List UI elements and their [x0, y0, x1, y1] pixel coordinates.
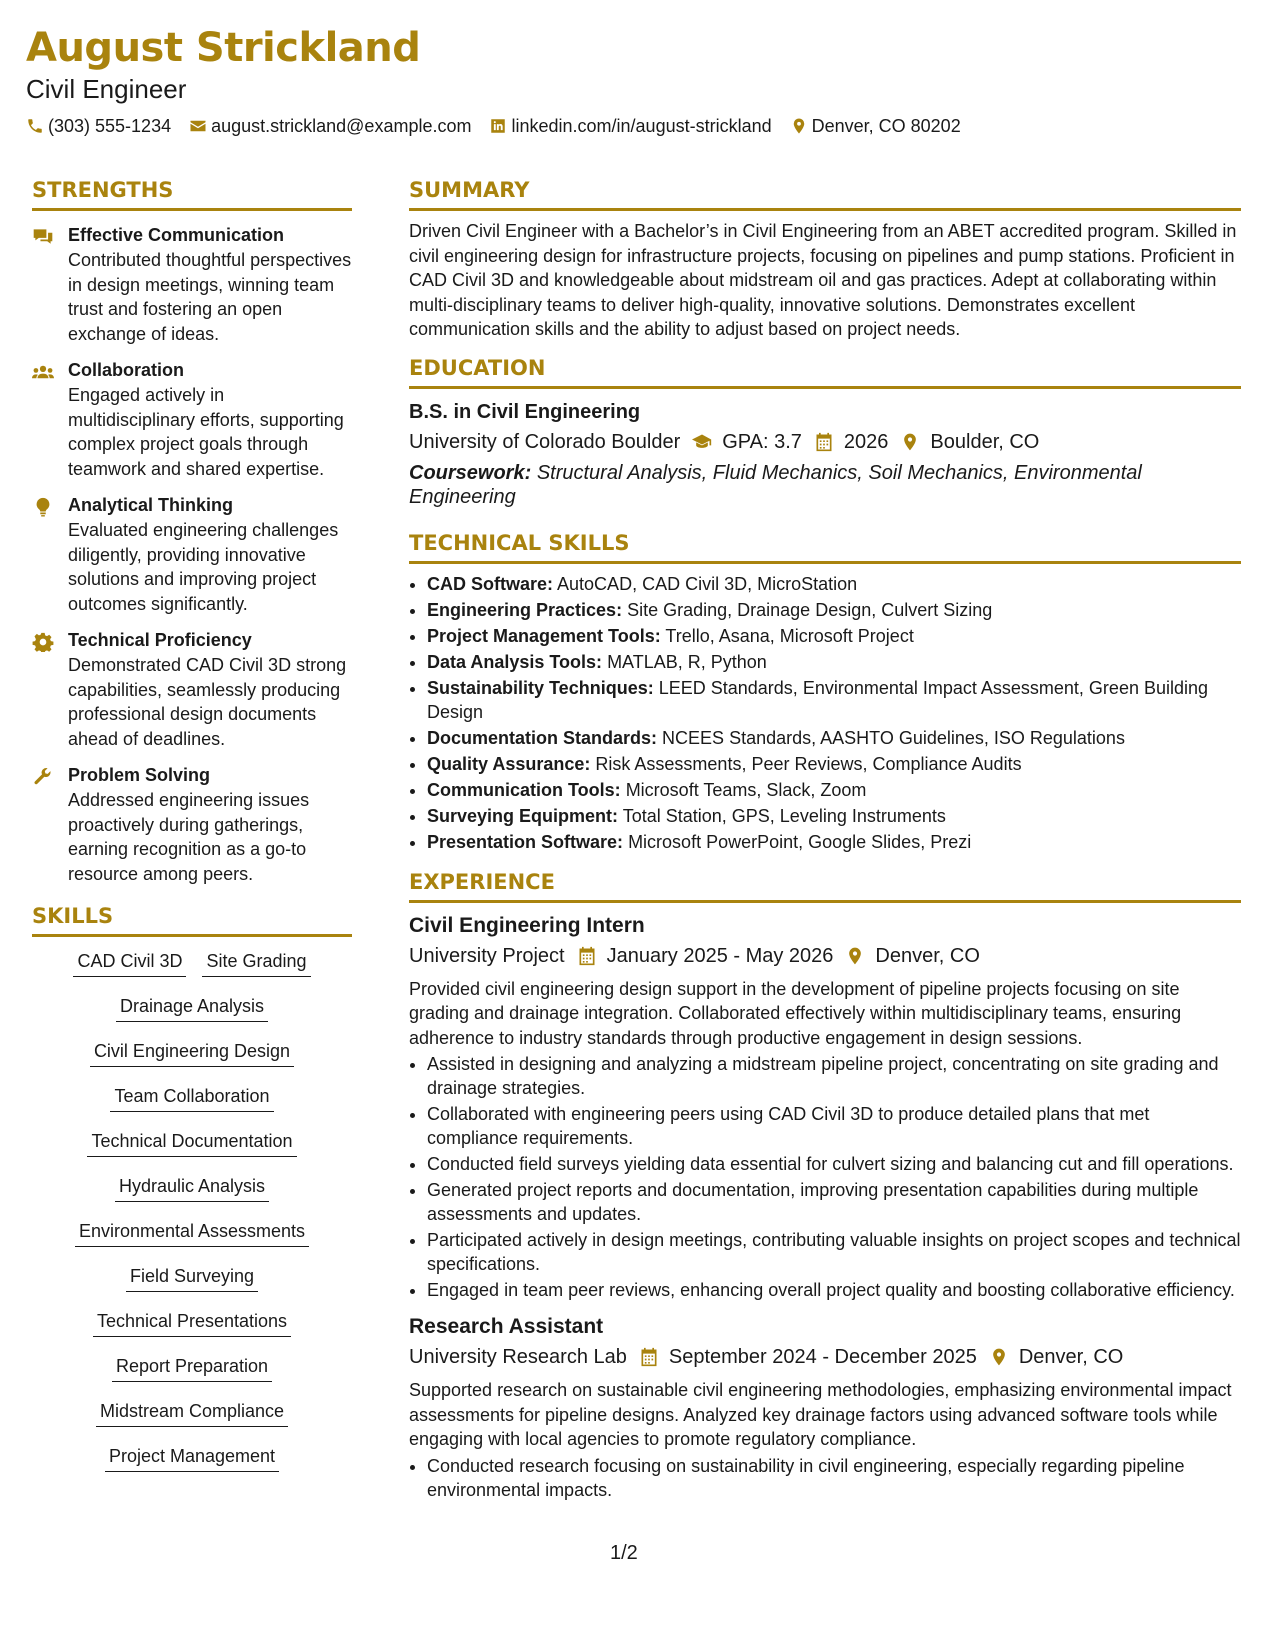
- job-summary: Provided civil engineering design support in the development of pipeline projects focusing on site grading and drainage integration. Collaborated effectively within multidisciplinary teams, ensuring adherence to industry standards through productive engagement in design sessions.: [409, 978, 1182, 1048]
- phone-text: (303) 555-1234: [48, 116, 172, 136]
- tech-skill-label: Project Management Tools:: [427, 625, 661, 646]
- skill-tag: Civil Engineering Design: [90, 1039, 294, 1067]
- tech-skill-value: NCEES Standards, AASHTO Guidelines, ISO Regulations: [662, 727, 1125, 748]
- job-dates: [577, 941, 834, 971]
- strength-desc: Evaluated engineering challenges diligently, providing innovative solutions and improving project outcomes significantly.: [68, 520, 339, 614]
- job-bullet: • Participated actively in design meetings, contributing valuable insights on project scopes and technical specifications.: [427, 1228, 1241, 1276]
- gpa-text: GPA: 3.7: [722, 430, 802, 453]
- strength-item: [32, 763, 352, 886]
- strength-title: Collaboration: [68, 360, 184, 380]
- strengths-heading: STRENGTHS: [32, 172, 352, 211]
- linkedin-icon: [489, 117, 507, 135]
- strength-item: [32, 493, 352, 616]
- strength-desc: Demonstrated CAD Civil 3D strong capabilities, seamlessly producing professional design documents ahead of deadlines.: [68, 655, 347, 749]
- tech-skill-label: Engineering Practices:: [427, 599, 623, 620]
- job-bullet: • Generated project reports and documentation, improving presentation capabilities during multiple assessments and updates.: [427, 1178, 1241, 1226]
- strength-title: Problem Solving: [68, 765, 211, 785]
- right-column: [409, 172, 1241, 1512]
- job-summary: Supported research on sustainable civil engineering methodologies, emphasizing environmental impact assessments for pipeline designs. Analyzed key drainage factors using advanced software tools while engaging with local agencies to promote regulatory compliance.: [409, 1380, 1232, 1449]
- gpa: [692, 427, 802, 457]
- tech-skill-item: [427, 676, 1241, 724]
- candidate-title: Civil Engineer: [26, 74, 187, 104]
- job-bullet: • Engaged in team peer reviews, enhancing overall project quality and boosting collaborative efficiency.: [427, 1278, 1241, 1302]
- job-entry: [409, 1312, 1241, 1502]
- job-title: Civil Engineering Intern: [409, 913, 645, 937]
- contact-phone[interactable]: [26, 113, 171, 139]
- envelope-icon: [189, 117, 207, 135]
- job-location: [845, 941, 979, 971]
- phone-icon: [26, 117, 44, 135]
- grad-year: [814, 427, 889, 457]
- job-org-text: University Research Lab: [409, 1346, 627, 1368]
- users-icon: [32, 362, 54, 382]
- tech-skill-value: MATLAB, R, Python: [607, 651, 767, 672]
- resume-header: [26, 22, 1246, 139]
- location-text: Denver, CO 80202: [811, 116, 961, 136]
- skills-list: [32, 949, 352, 1489]
- tech-skill-value: LEED Standards, Environmental Impact Assessment, Green Building Design: [427, 677, 1209, 722]
- tech-skill-label: CAD Software:: [427, 573, 554, 594]
- skills-section: [32, 898, 352, 1489]
- tech-skill-label: Communication Tools:: [427, 779, 621, 800]
- skill-tag: Field Surveying: [126, 1264, 258, 1292]
- contact-email[interactable]: [189, 113, 471, 139]
- tech-skill-value: Trello, Asana, Microsoft Project: [665, 625, 914, 646]
- strengths-list: [32, 223, 352, 886]
- tech-skill-label: Sustainability Techniques:: [427, 677, 654, 698]
- calendar-icon: [814, 432, 834, 452]
- job-dates-text: January 2025 - May 2026: [606, 944, 834, 967]
- tech-skill-label: Presentation Software:: [427, 831, 624, 852]
- summary-text: Driven Civil Engineer with a Bachelor’s in Civil Engineering from an ABET accredited program. Skilled in civil engineering design for infrastructure projects, focusing on pipelines and pump stations. Proficient in CAD Civil 3D and knowledgeable about midstream oil and gas practices. Adept at collaborating within multi-disciplinary teams to deliver high-quality, innovative solutions. Demonstrates excellent communication skills and the ability to adjust based on project needs.: [409, 221, 1237, 339]
- tech-skill-item: [427, 598, 1241, 622]
- map-marker-icon: [900, 432, 920, 452]
- year-text: 2026: [843, 430, 889, 453]
- job-org-text: University Project: [409, 944, 565, 967]
- contact-location: [790, 113, 961, 139]
- contact-bar: [26, 113, 1246, 139]
- strength-desc: Addressed engineering issues proactively during gatherings, earning recognition as a go-to resource among peers.: [68, 790, 310, 884]
- strength-title: Analytical Thinking: [68, 495, 234, 515]
- tech-skill-item: [427, 624, 1241, 648]
- job-dates-text: September 2024 - December 2025: [668, 1346, 977, 1368]
- tech-skill-item: [427, 778, 1241, 802]
- skill-tag: Report Preparation: [112, 1354, 272, 1382]
- strength-item: [32, 223, 352, 346]
- skill-tag: Technical Documentation: [87, 1129, 296, 1157]
- map-marker-icon: [790, 117, 808, 135]
- skill-tag: Team Collaboration: [110, 1084, 273, 1112]
- school-location: [900, 427, 1039, 457]
- job-dates: [639, 1342, 977, 1372]
- tech-skill-value: Total Station, GPS, Leveling Instruments: [622, 805, 946, 826]
- strength-desc: Contributed thoughtful perspectives in design meetings, winning team trust and fostering an open exchange of ideas.: [68, 250, 352, 344]
- job-entry: [409, 911, 1241, 1303]
- tech-skill-item: [427, 650, 1241, 674]
- coursework-text: Structural Analysis, Fluid Mechanics, Soil Mechanics, Environmental Engineering: [409, 461, 1142, 508]
- skill-tag: Hydraulic Analysis: [115, 1174, 269, 1202]
- job-bullet: • Assisted in designing and analyzing a midstream pipeline project, concentrating on site grading and drainage strategies.: [427, 1052, 1241, 1100]
- tech-skill-value: Site Grading, Drainage Design, Culvert Sizing: [627, 599, 993, 620]
- education-heading: EDUCATION: [409, 350, 1241, 389]
- tech-skill-item: [427, 804, 1241, 828]
- job-location-text: Denver, CO: [1018, 1346, 1124, 1368]
- calendar-icon: [577, 946, 597, 966]
- skill-tag: Technical Presentations: [93, 1309, 291, 1337]
- experience-heading: EXPERIENCE: [409, 864, 1241, 903]
- job-org: [409, 941, 565, 971]
- tech-skill-label: Surveying Equipment:: [427, 805, 619, 826]
- left-column: [32, 172, 352, 1489]
- graduation-cap-icon: [692, 432, 712, 452]
- tech-skill-value: Microsoft Teams, Slack, Zoom: [625, 779, 867, 800]
- calendar-icon: [639, 1347, 659, 1367]
- school-location-text: Boulder, CO: [930, 430, 1040, 453]
- technical-skills-list: [409, 572, 1241, 854]
- page-number: 1/2: [610, 1542, 638, 1564]
- lightbulb-icon: [32, 497, 54, 517]
- tech-skill-item: [427, 752, 1241, 776]
- map-marker-icon: [989, 1347, 1009, 1367]
- skill-tag: Drainage Analysis: [116, 994, 268, 1022]
- strength-desc: Engaged actively in multidisciplinary efforts, supporting complex project goals through teamwork and shared expertise.: [68, 385, 344, 479]
- tech-skill-value: Risk Assessments, Peer Reviews, Compliance Audits: [595, 753, 1022, 774]
- tech-skill-item: [427, 572, 1241, 596]
- email-text: august.strickland@example.com: [211, 116, 472, 136]
- technical-skills-heading: TECHNICAL SKILLS: [409, 525, 1241, 564]
- job-title: Research Assistant: [409, 1315, 604, 1338]
- strength-item: [32, 358, 352, 481]
- coursework-label: Coursework:: [409, 461, 532, 484]
- contact-linkedin[interactable]: [489, 113, 771, 139]
- skill-tag: Project Management: [105, 1444, 279, 1472]
- skill-tag: Midstream Compliance: [96, 1399, 288, 1427]
- degree-title: B.S. in Civil Engineering: [409, 400, 641, 423]
- skills-heading: SKILLS: [32, 898, 352, 937]
- comments-icon: [32, 227, 54, 247]
- school-name: [409, 427, 680, 457]
- job-bullet: • Collaborated with engineering peers using CAD Civil 3D to produce detailed plans that met compliance requirements.: [427, 1102, 1241, 1150]
- job-meta: [409, 941, 1241, 971]
- job-bullets: [409, 1052, 1241, 1302]
- job-bullets: [409, 1454, 1241, 1502]
- skill-tag: Site Grading: [202, 949, 310, 977]
- summary-heading: SUMMARY: [409, 172, 1241, 211]
- tech-skill-item: [427, 830, 1241, 854]
- strength-item: [32, 628, 352, 751]
- job-bullet: • Conducted field surveys yielding data essential for culvert sizing and balancing cut and fill operations.: [427, 1152, 1241, 1176]
- school-text: University of Colorado Boulder: [409, 430, 681, 453]
- wrench-icon: [32, 767, 54, 787]
- job-location: [989, 1342, 1123, 1372]
- tech-skill-item: [427, 726, 1241, 750]
- education-meta: [409, 427, 1241, 457]
- job-location-text: Denver, CO: [875, 944, 980, 967]
- tech-skill-label: Quality Assurance:: [427, 753, 591, 774]
- tech-skill-value: AutoCAD, CAD Civil 3D, MicroStation: [557, 573, 858, 594]
- skill-tag: Environmental Assessments: [75, 1219, 309, 1247]
- strength-title: Technical Proficiency: [68, 630, 252, 650]
- job-org: [409, 1342, 627, 1372]
- skill-tag: CAD Civil 3D: [73, 949, 186, 977]
- job-bullet: • Conducted research focusing on sustainability in civil engineering, especially regarding pipeline environmental impacts.: [427, 1454, 1241, 1502]
- tech-skill-label: Documentation Standards:: [427, 727, 658, 748]
- job-meta: [409, 1342, 1241, 1372]
- coursework: [409, 461, 1241, 509]
- map-marker-icon: [845, 946, 865, 966]
- gear-icon: [32, 632, 54, 652]
- tech-skill-label: Data Analysis Tools:: [427, 651, 603, 672]
- tech-skill-value: Microsoft PowerPoint, Google Slides, Prezi: [628, 831, 972, 852]
- linkedin-text: linkedin.com/in/august-strickland: [511, 116, 772, 136]
- strength-title: Effective Communication: [68, 225, 285, 245]
- candidate-name: August Strickland: [26, 25, 421, 71]
